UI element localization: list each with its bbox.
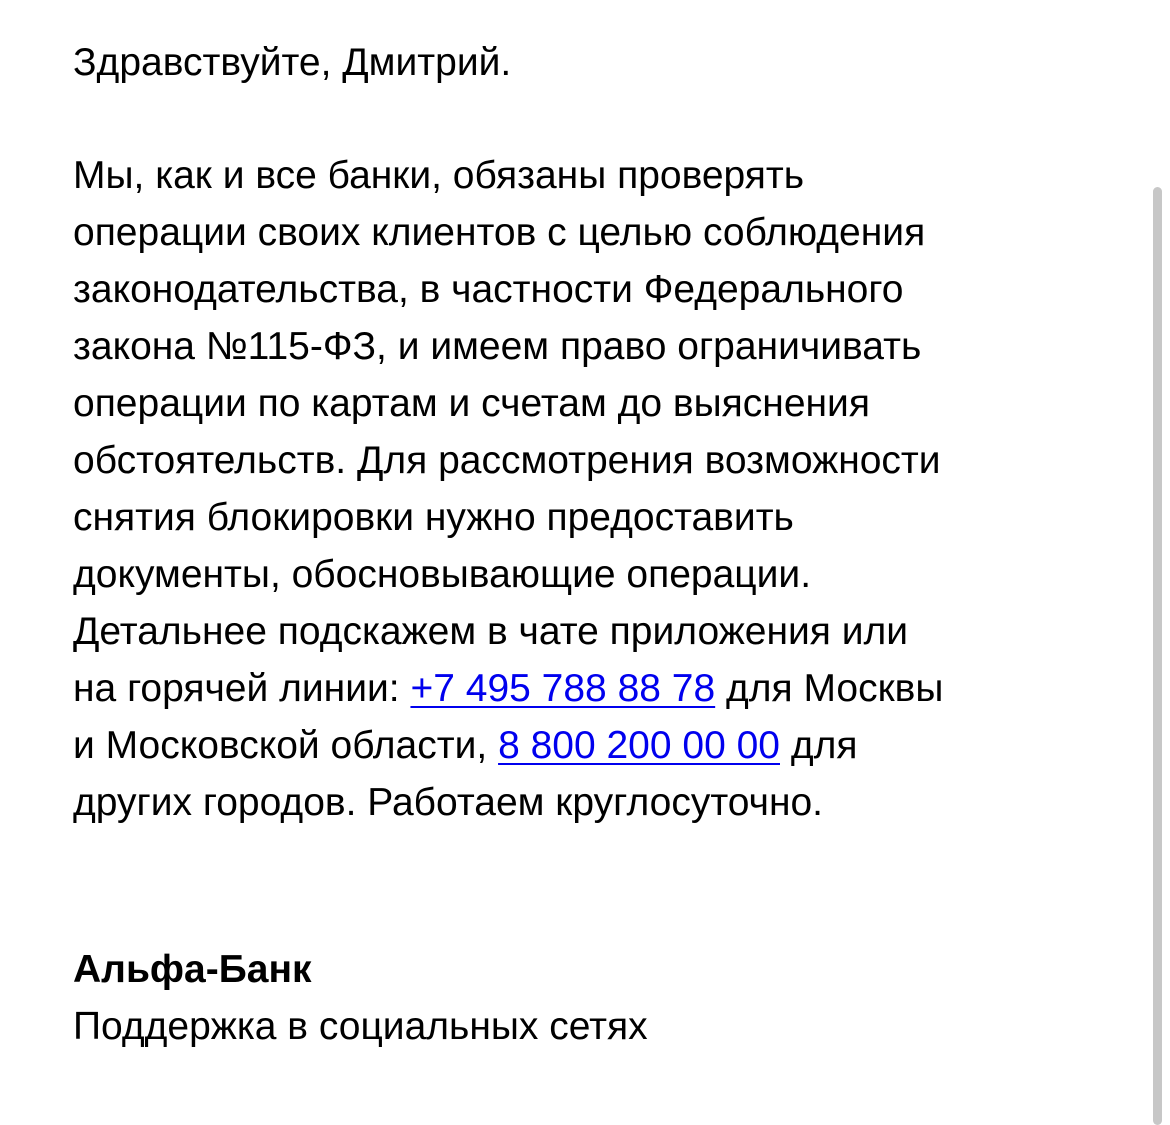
body-line: операции своих клиентов с целью соблюдения [73, 211, 926, 254]
federal-phone-link[interactable]: 8 800 200 00 00 [498, 724, 780, 767]
body-line: Детальнее подскажем в чате приложения или [73, 610, 909, 653]
greeting-text: Здравствуйте, Дмитрий. [73, 41, 512, 84]
body-line: законодательства, в частности Федерального [73, 268, 904, 311]
closing-line: других городов. Работаем круглосуточно. [73, 781, 824, 824]
region-line [73, 717, 857, 774]
signature-name: Альфа-Банк [73, 948, 312, 991]
signature-department: Поддержка в социальных сетях [73, 1005, 648, 1048]
body-line: документы, обосновывающие операции. [73, 553, 812, 596]
hotline-line [73, 660, 943, 717]
region-prefix: и Московской области, [73, 724, 499, 767]
body-line: обстоятельств. Для рассмотрения возможности [73, 439, 941, 482]
vertical-scrollbar[interactable] [1153, 187, 1162, 1125]
region-suffix: для [780, 724, 858, 767]
moscow-phone-link[interactable]: +7 495 788 88 78 [410, 667, 716, 710]
body-line: закона №115-ФЗ, и имеем право ограничивать [73, 325, 922, 368]
body-line: Мы, как и все банки, обязаны проверять [73, 154, 805, 197]
body-line: операции по картам и счетам до выяснения [73, 382, 870, 425]
hotline-prefix: на горячей линии: [73, 667, 411, 710]
body-line: снятия блокировки нужно предоставить [73, 496, 794, 539]
hotline-suffix: для Москвы [715, 667, 944, 710]
